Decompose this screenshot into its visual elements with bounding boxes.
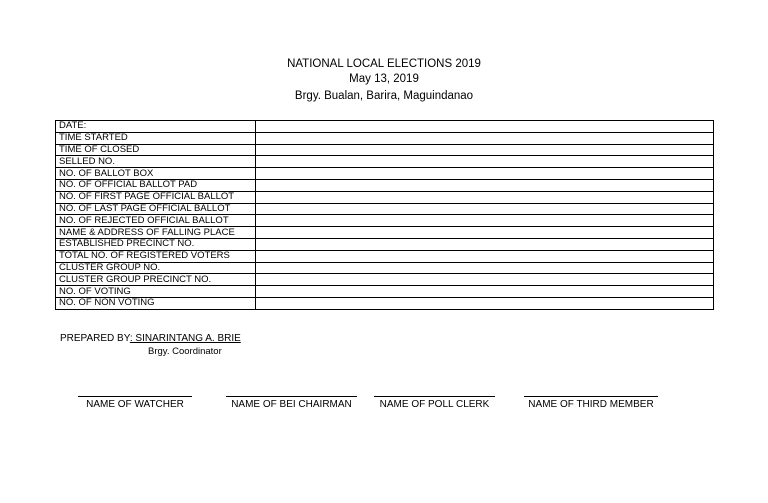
election-form-table [55,120,714,310]
form-row [56,297,714,309]
form-row-value [255,250,713,262]
form-row-value [255,132,713,144]
prepared-by [60,333,241,344]
form-row-value [255,156,713,168]
form-row-value [255,121,713,133]
form-row-label: NO. OF LAST PAGE OFFICIAL BALLOT [56,203,256,215]
form-row-label: NO. OF FIRST PAGE OFFICIAL BALLOT [56,191,256,203]
form-row-label: NO. OF VOTING [56,286,256,298]
form-row [56,274,714,286]
form-row-label: NO. OF NON VOTING [56,297,256,309]
signature-third-member [524,396,658,410]
signature-line [78,396,192,397]
form-row-label: ESTABLISHED PRECINCT NO. [56,238,256,250]
form-body [56,121,714,310]
form-row-value [255,168,713,180]
form-row-label: NAME & ADDRESS OF FALLING PLACE [56,227,256,239]
signature-label: NAME OF BEI CHAIRMAN [231,399,352,410]
form-row [56,132,714,144]
form-row-label: DATE: [56,121,256,133]
election-date: May 13, 2019 [349,73,419,85]
form-row-value [255,215,713,227]
form-row [56,179,714,191]
form-row [56,250,714,262]
form-row [56,144,714,156]
signature-watcher [78,396,192,410]
form-row [56,203,714,215]
form-row-value [255,286,713,298]
form-row-value [255,238,713,250]
form-row-label: TIME STARTED [56,132,256,144]
form-row [56,286,714,298]
form-row-value [255,179,713,191]
prepared-by-name: : SINARINTANG A. BRIE [129,333,241,344]
form-row-value [255,227,713,239]
form-row-value [255,297,713,309]
signature-line [524,396,658,397]
signature-poll-clerk [374,396,495,410]
form-row-label: SELLED NO. [56,156,256,168]
form-row [56,238,714,250]
signature-label: NAME OF POLL CLERK [379,399,490,410]
prepared-by-label: PREPARED BY [60,333,130,344]
form-row-label: TIME OF CLOSED [56,144,256,156]
form-row [56,191,714,203]
form-row-value [255,191,713,203]
form-row-value [255,144,713,156]
signature-label: NAME OF WATCHER [86,399,184,410]
form-row [56,121,714,133]
signature-line [374,396,495,397]
form-row [56,168,714,180]
form-row [56,215,714,227]
form-row-label: NO. OF BALLOT BOX [56,168,256,180]
form-row-value [255,262,713,274]
form-row-label: NO. OF OFFICIAL BALLOT PAD [56,179,256,191]
form-row-label: CLUSTER GROUP PRECINCT NO. [56,274,256,286]
prepared-by-role: Brgy. Coordinator [148,346,222,357]
signature-label: NAME OF THIRD MEMBER [528,399,654,410]
signature-bei-chairman [226,396,357,410]
form-row [56,262,714,274]
signature-line [226,396,357,397]
form-row-label: NO. OF REJECTED OFFICIAL BALLOT [56,215,256,227]
form-row-label: TOTAL NO. OF REGISTERED VOTERS [56,250,256,262]
election-location: Brgy. Bualan, Barira, Maguindanao [294,90,474,102]
form-row [56,156,714,168]
form-row-label: CLUSTER GROUP NO. [56,262,256,274]
document-title: NATIONAL LOCAL ELECTIONS 2019 [287,58,481,70]
form-row-value [255,203,713,215]
form-row-value [255,274,713,286]
form-row [56,227,714,239]
